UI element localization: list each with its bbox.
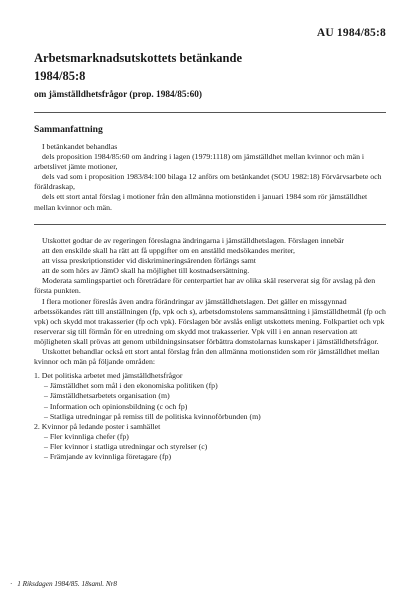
- list-item: 1. Det politiska arbetet med jämställdhetsfrågor: [34, 371, 183, 381]
- main-text: [34, 236, 388, 462]
- topic-list: [34, 371, 388, 462]
- paragraph: att vissa preskriptionstider vid diskrimineringsärenden förlängs samt: [42, 256, 256, 266]
- paragraph: Utskottet behandlar också ett stort antal förslag från den allmänna motionstiden som rör jämställdhet mellan kvinnor och män på följande områden:: [34, 347, 380, 367]
- document-subtitle: om jämställdhetsfrågor (prop. 1984/85:60): [34, 90, 203, 100]
- paragraph: Moderata samlingspartiet och företrädare för centerpartiet har av olika skäl reserverat sig för avslag på den första punkten.: [34, 276, 376, 296]
- summary-item: dels ett stort antal förslag i motioner från den allmänna motionstiden i januari 1984 som rör jämställdhet mellan kvinnor och män.: [34, 192, 368, 212]
- divider-middle: [34, 224, 386, 225]
- list-subitem: – Fler kvinnliga chefer (fp): [44, 431, 129, 441]
- paragraph: I flera motioner föreslås även andra förändringar av jämställdhetslagen. Det gäller en missgynnad arbetssökandes rätt till anställningen (fp, vpk och s), arbetsdomstolens sammansättning i jämställdhetmål (fp och vpk) och skydd mot trakasserier (fp och vpk). Förslagen bör avslås enligt utskottets mening. Folkpartiet och vpk reserverar sig till förmån för en utredning om skydd mot trakasserier. Vpk vill i en annan reservation att möjligheten skall prövas att genom utbildningsinsatser förbättra domstolarnas kunskaper i jämställdhetsfrågor.: [34, 296, 386, 346]
- list-subitem: – Information och opinionsbildning (c och fp): [44, 401, 188, 411]
- divider-top: [34, 112, 386, 113]
- summary-block: [34, 142, 388, 213]
- footer-text: 1 Riksdagen 1984/85. 18saml. Nr8: [17, 580, 118, 588]
- list-subitem: – Statliga utredningar på remiss till de politiska kvinnoförbunden (m): [44, 411, 261, 421]
- paragraph: att de som hörs av JämO skall ha möjlighet till kostnadsersättning.: [42, 266, 250, 276]
- page-footer: [10, 580, 117, 588]
- list-item: 2. Kvinnor på ledande poster i samhället: [34, 421, 161, 431]
- footer-mark: ·: [10, 580, 13, 588]
- summary-item: dels proposition 1984/85:60 om ändring i lagen (1979:1118) om jämställdhet mellan kvinnor och män i arbetslivet jämte motioner,: [34, 152, 365, 172]
- summary-item: dels vad som i proposition 1983/84:100 bilaga 12 anförs om betänkandet (SOU 1982:18) Förvärvsarbete och föräldraskap,: [34, 172, 382, 192]
- list-subitem: – Jämställdhet som mål i den ekonomiska politiken (fp): [44, 381, 218, 391]
- list-subitem: – Fler kvinnor i statliga utredningar och styrelser (c): [44, 441, 208, 451]
- section-heading: Sammanfattning: [34, 124, 103, 135]
- document-number: 1984/85:8: [34, 69, 86, 83]
- list-subitem: – Jämställdhetsarbetets organisation (m): [44, 391, 170, 401]
- paragraph: Utskottet godtar de av regeringen föreslagna ändringarna i jämställdhetslagen. Förslagen innebär: [42, 236, 345, 245]
- list-subitem: – Främjande av kvinnliga företagare (fp): [44, 451, 172, 461]
- paragraph: att den enskilde skall ha rätt att få uppgifter om en anställd medsökandes meriter,: [42, 246, 296, 256]
- summary-intro: I betänkandet behandlas: [42, 142, 118, 151]
- document-title: Arbetsmarknadsutskottets betänkande: [34, 51, 243, 65]
- document-reference: AU 1984/85:8: [316, 27, 386, 39]
